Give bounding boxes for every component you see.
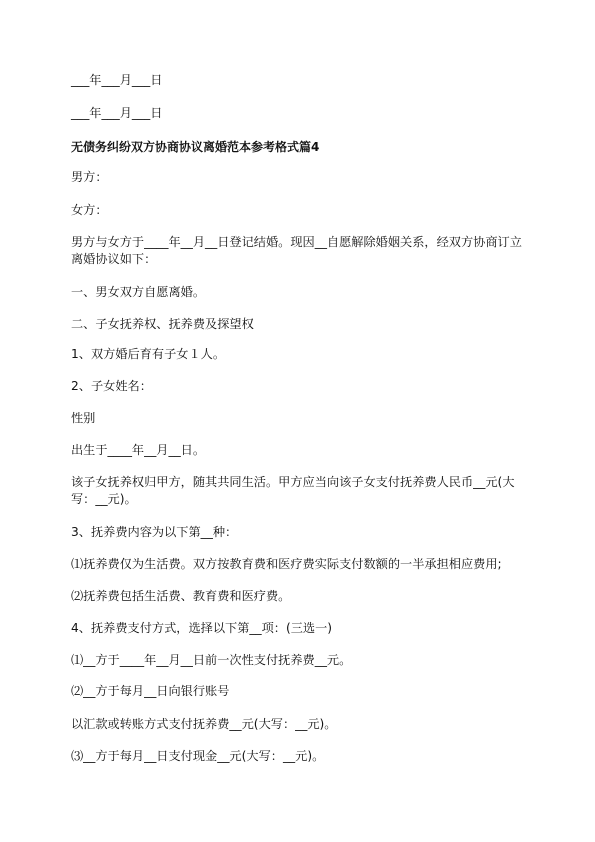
clause-2: 二、子女抚养权、抚养费及探望权 bbox=[71, 317, 254, 331]
item-2-1: 1、双方婚后育有子女１人。 bbox=[71, 347, 226, 361]
male-party-label: 男方： bbox=[71, 170, 108, 184]
custody-paragraph-line-1: 该子女抚养权归甲方，随其共同生活。甲方应当向该子女支付抚养费人民币__元(大 bbox=[71, 475, 515, 489]
section-title: 无债务纠纷双方协商协议离婚范本参考格式篇4 bbox=[71, 140, 320, 154]
option-3-2: ⑵抚养费包括生活费、教育费和医疗费。 bbox=[71, 589, 291, 603]
custody-paragraph-line-2: 写：__元)。 bbox=[71, 492, 137, 506]
date-line-2: ___年___月___日 bbox=[71, 106, 163, 120]
option-4-2: ⑵__方于每月__日向银行账号 bbox=[71, 684, 230, 698]
option-4-2-continuation: 以汇款或转账方式支付抚养费__元(大写：__元)。 bbox=[71, 717, 337, 731]
intro-paragraph-line-1: 男方与女方于____年__月__日登记结婚。现因__自愿解除婚姻关系，经双方协商订立 bbox=[71, 235, 522, 249]
date-line-1: ___年___月___日 bbox=[71, 73, 163, 87]
option-3-1: ⑴抚养费仅为生活费。双方按教育费和医疗费实际支付数额的一半承担相应费用; bbox=[71, 557, 502, 571]
item-2-3: 3、抚养费内容为以下第__种： bbox=[71, 525, 238, 539]
intro-paragraph-line-2: 离婚协议如下： bbox=[71, 252, 157, 266]
option-4-3: ⑶__方于每月__日支付现金__元(大写：__元)。 bbox=[71, 749, 325, 763]
gender-label: 性别 bbox=[71, 411, 96, 425]
item-2-2: 2、子女姓名： bbox=[71, 379, 152, 393]
option-4-1: ⑴__方于____年__月__日前一次性支付抚养费__元。 bbox=[71, 653, 352, 667]
item-2-4: 4、抚养费支付方式，选择以下第__项：(三选一) bbox=[71, 621, 333, 635]
clause-1: 一、男女双方自愿离婚。 bbox=[71, 285, 206, 299]
female-party-label: 女方： bbox=[71, 203, 108, 217]
birth-line: 出生于____年__月__日。 bbox=[71, 443, 206, 457]
